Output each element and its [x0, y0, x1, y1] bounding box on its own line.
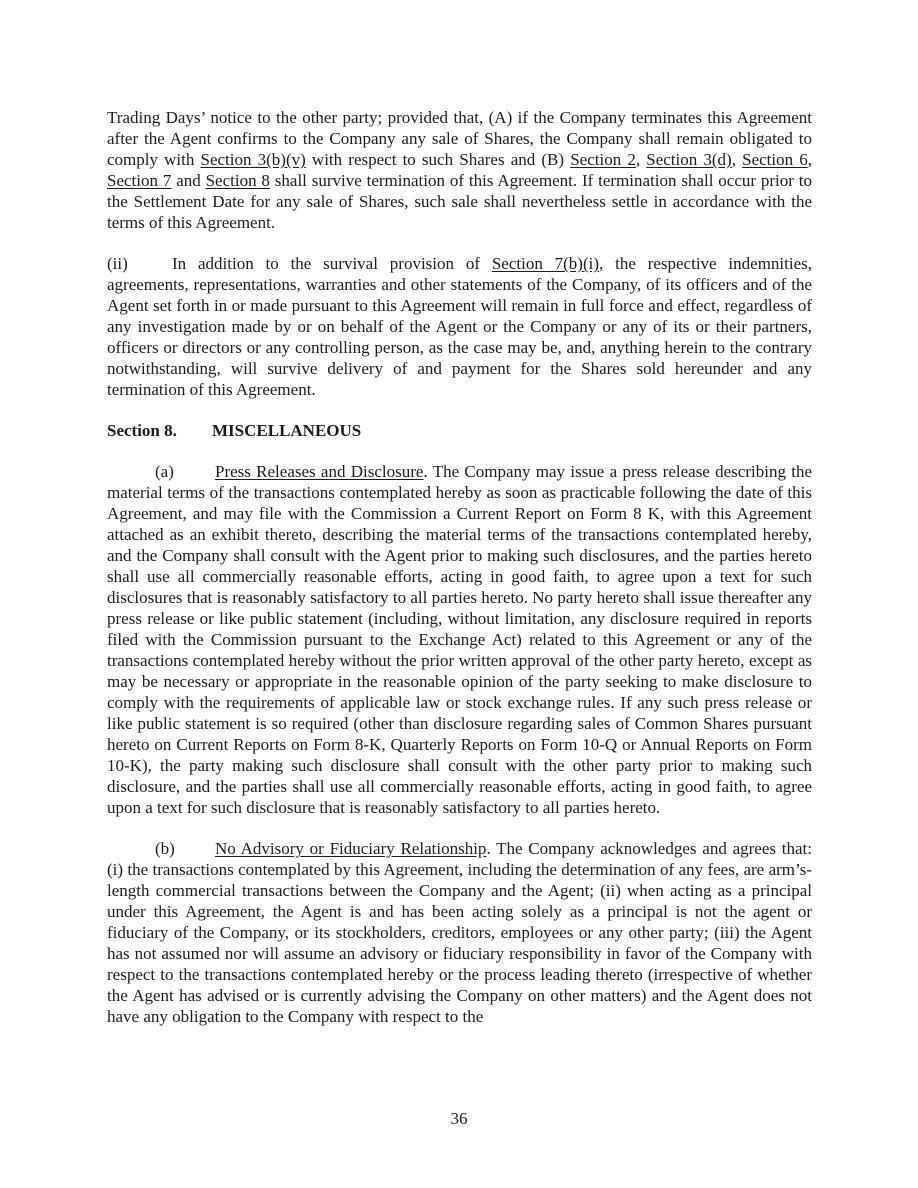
- clause-title: Press Releases and Disclosure: [215, 462, 424, 481]
- clause-label: (b): [155, 839, 175, 858]
- clause-label: (ii): [107, 254, 128, 273]
- clause-title: No Advisory or Fiduciary Relationship: [215, 839, 487, 858]
- document-body: [107, 107, 812, 1047]
- paragraph-clause-ii: [107, 253, 812, 400]
- section-reference: Section 7: [107, 171, 172, 190]
- section-reference: Section 7(b)(i): [491, 254, 600, 273]
- text-segment: and: [171, 171, 206, 190]
- text-segment: . The Company acknowledges and agrees that: (i) the transactions contemplated by this Agreement, including the determination of any fees, are arm’s-length commercial transactions between the Company and the Agent; (ii) when acting as a principal under this Agreement, the Agent is and has been acting solely as a principal is not the agent or fiduciary of the Company, or its stockholders, creditors, employees or any other party; (iii) the Agent has not assumed nor will assume an advisory or fiduciary responsibility in favor of the Company with respect to the transactions contemplated hereby or the process leading thereto (irrespective of whether the Agent has advised or is currently advising the Company on other matters) and the Agent does not have any obligation to the Company with respect to the: [107, 839, 812, 1026]
- text-segment: In addition to the survival provision of: [172, 254, 492, 273]
- section-reference: Section 3(b)(v): [200, 150, 306, 169]
- text-segment: ,: [731, 150, 743, 169]
- section-reference: Section 3(d): [646, 150, 732, 169]
- section-reference: Section 2: [570, 150, 636, 169]
- text-segment: ,: [635, 150, 647, 169]
- page-number: 36: [450, 1109, 468, 1128]
- section-8-heading: [107, 420, 812, 441]
- section-number: Section 8.: [107, 421, 177, 440]
- section-title: MISCELLANEOUS: [212, 421, 362, 440]
- section-reference: Section 6: [742, 150, 808, 169]
- text-segment: with respect to such Shares and (B): [305, 150, 571, 169]
- text-segment: , the respective indemnities, agreements, representations, warranties and other statements of the Company, of its officers and of the Agent set forth in or made pursuant to this Agreement will remain in full force and effect, regardless of any investigation made by or on behalf of the Agent or the Company or any of its or their partners, officers or directors or any controlling person, as the case may be, and, anything herein to the contrary notwithstanding, will survive delivery of and payment for the Shares sold hereunder and any termination of this Agreement.: [107, 254, 812, 399]
- text-segment: ,: [807, 150, 813, 169]
- paragraph-press-releases: [107, 461, 812, 818]
- text-segment: shall survive termination of this Agreement. If termination shall occur prior to the Settlement Date for any sale of Shares, such sale shall nevertheless settle in accordance with the terms of this Agreement.: [107, 171, 812, 232]
- text-segment: Trading Days’ notice to the other party; provided that, (A) if the Company terminates this Agreement after the Agent confirms to the Company any sale of Shares, the Company shall remain obligated to comply with: [107, 108, 812, 169]
- text-segment: . The Company may issue a press release describing the material terms of the transactions contemplated hereby as soon as practicable following the date of this Agreement, and may file with the Commission a Current Report on Form 8 K, with this Agreement attached as an exhibit thereto, describing the material terms of the transactions contemplated hereby, and the Company shall consult with the Agent prior to making such disclosures, and the parties hereto shall use all commercially reasonable efforts, acting in good faith, to agree upon a text for such disclosures that is reasonably satisfactory to all parties hereto. No party hereto shall issue thereafter any press release or like public statement (including, without limitation, any disclosure required in reports filed with the Commission pursuant to the Exchange Act) related to this Agreement or any of the transactions contemplated hereby without the prior written approval of the other party hereto, except as may be necessary or appropriate in the reasonable opinion of the party seeking to make disclosure to comply with the requirements of applicable law or stock exchange rules. If any such press release or like public statement is so required (other than disclosure regarding sales of Common Shares pursuant hereto on Current Reports on Form 8-K, Quarterly Reports on Form 10-Q or Annual Reports on Form 10-K), the party making such disclosure shall consult with the other party prior to making such disclosure, and the parties shall use all commercially reasonable efforts, acting in good faith, to agree upon a text for such disclosure that is reasonably satisfactory to all parties hereto.: [107, 462, 812, 817]
- clause-label: (a): [155, 462, 174, 481]
- section-reference: Section 8: [205, 171, 270, 190]
- paragraph-no-advisory: [107, 838, 812, 1027]
- paragraph-termination-continuation: [107, 107, 812, 233]
